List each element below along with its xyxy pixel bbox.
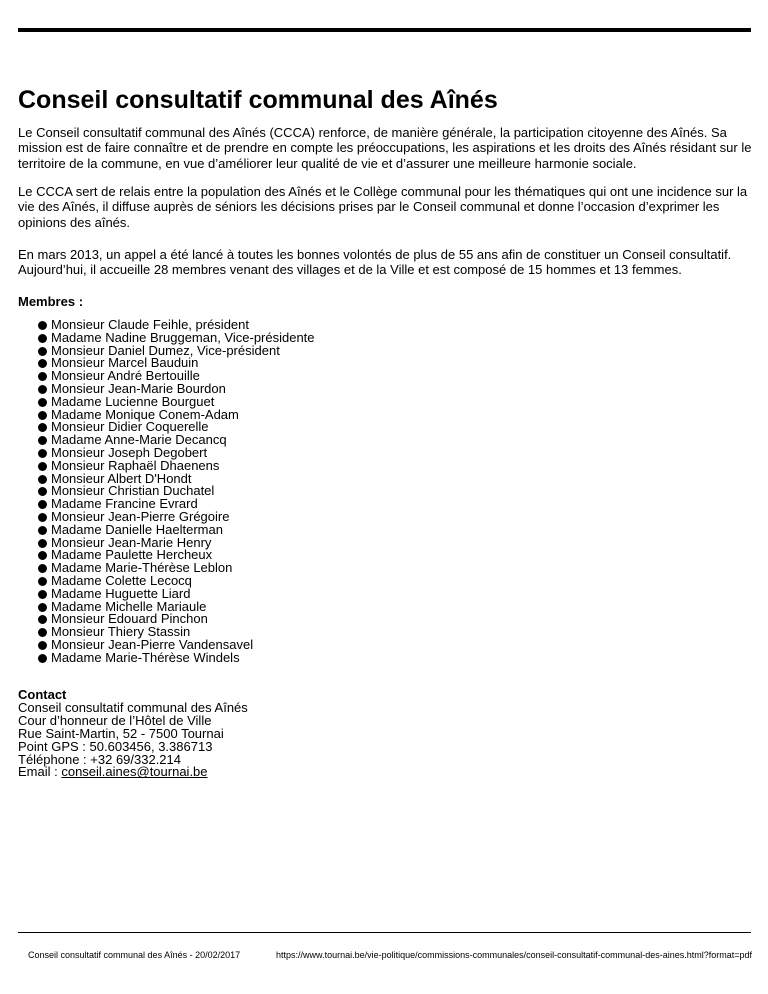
list-item bbox=[38, 649, 315, 665]
member-name: Madame Marie-Thérèse Windels bbox=[51, 649, 240, 665]
bullet-icon bbox=[38, 539, 47, 548]
bullet-icon bbox=[38, 449, 47, 458]
member-name: Madame Monique Conem-Adam bbox=[51, 406, 239, 422]
bullet-icon bbox=[38, 500, 47, 509]
footer-url: https://www.tournai.be/vie-politique/commissions-communales/conseil-consultatif-communal-des-aines.html?format=pdf bbox=[276, 950, 752, 960]
member-name: Monsieur Joseph Degobert bbox=[51, 444, 208, 460]
member-name: Madame Anne-Marie Decancq bbox=[51, 432, 227, 448]
bullet-icon bbox=[38, 398, 47, 407]
contact-gps: Point GPS : 50.603456, 3.386713 bbox=[18, 738, 213, 754]
bullet-icon bbox=[38, 641, 47, 650]
bullet-icon bbox=[38, 334, 47, 343]
bullet-icon bbox=[38, 372, 47, 381]
member-name: Madame Michelle Mariaule bbox=[51, 598, 207, 614]
bullet-icon bbox=[38, 564, 47, 573]
member-name: Madame Francine Evrard bbox=[51, 496, 198, 512]
bullet-icon bbox=[38, 628, 47, 637]
member-name: Monsieur André Bertouille bbox=[51, 368, 200, 384]
bullet-icon bbox=[38, 411, 47, 420]
member-name: Monsieur Thiery Stassin bbox=[51, 624, 191, 640]
footer-title-date: Conseil consultatif communal des Aînés - 20/02/2017 bbox=[28, 950, 241, 960]
bullet-icon bbox=[38, 321, 47, 330]
bullet-icon bbox=[38, 526, 47, 535]
relay-paragraph: Le CCCA sert de relais entre la population des Aînés et le Collège communal pour les thématiques qui ont une incidence sur la vie des Aînés, il diffuse auprès de séniors les décisions prises par le Conseil communal et donne l’occasion d’exprimer les opinions des aînés. bbox=[18, 184, 748, 230]
member-name: Monsieur Jean-Marie Bourdon bbox=[51, 380, 226, 396]
bullet-icon bbox=[38, 603, 47, 612]
bullet-icon bbox=[38, 590, 47, 599]
bullet-icon bbox=[38, 487, 47, 496]
contact-email-line bbox=[18, 766, 248, 779]
bullet-icon bbox=[38, 551, 47, 560]
member-name: Monsieur Jean-Pierre Vandensavel bbox=[51, 636, 254, 652]
bullet-icon bbox=[38, 615, 47, 624]
page-title: Conseil consultatif communal des Aînés bbox=[18, 86, 498, 114]
contact-phone: Téléphone : +32 69/332.214 bbox=[18, 751, 182, 767]
footer-rule bbox=[18, 932, 751, 933]
contact-block bbox=[18, 689, 248, 779]
member-name: Monsieur Marcel Bauduin bbox=[51, 355, 199, 371]
bullet-icon bbox=[38, 423, 47, 432]
email-link[interactable]: conseil.aines@tournai.be bbox=[61, 764, 208, 780]
member-name: Monsieur Jean-Pierre Grégoire bbox=[51, 508, 230, 524]
top-rule bbox=[18, 28, 751, 32]
member-name: Madame Huguette Liard bbox=[51, 585, 191, 601]
member-name: Monsieur Christian Duchatel bbox=[51, 483, 215, 499]
history-paragraph: En mars 2013, un appel a été lancé à toutes les bonnes volontés de plus de 55 ans afin de constituer un Conseil consultatif. Aujourd’hui, il accueille 28 membres venant des villages et de la Ville et est composé de 15 hommes et 13 femmes. bbox=[18, 247, 732, 278]
member-name: Madame Lucienne Bourguet bbox=[51, 393, 215, 409]
bullet-icon bbox=[38, 359, 47, 368]
bullet-icon bbox=[38, 462, 47, 471]
member-name: Madame Paulette Hercheux bbox=[51, 547, 213, 563]
member-name: Monsieur Didier Coquerelle bbox=[51, 419, 209, 435]
bullet-icon bbox=[38, 436, 47, 445]
bullet-icon bbox=[38, 385, 47, 394]
member-name: Madame Marie-Thérèse Leblon bbox=[51, 560, 233, 576]
member-name: Monsieur Albert D'Hondt bbox=[51, 470, 192, 486]
contact-location: Cour d’honneur de l’Hôtel de Ville bbox=[18, 712, 212, 728]
bullet-icon bbox=[38, 654, 47, 663]
member-name: Madame Nadine Bruggeman, Vice-présidente bbox=[51, 329, 315, 345]
intro-paragraph: Le Conseil consultatif communal des Aînés (CCCA) renforce, de manière générale, la participation citoyenne des Aînés. Sa mission est de faire connaître et de prendre en compte les préoccupations, les aspirations et les droits des Aînés résidant sur le territoire de la commune, en vue d’améliorer leur qualité de vie et d’assurer une meilleure harmonie sociale. bbox=[18, 125, 752, 171]
members-heading: Membres : bbox=[18, 294, 84, 309]
email-label: Email : bbox=[18, 764, 62, 780]
bullet-icon bbox=[38, 513, 47, 522]
contact-organisation: Conseil consultatif communal des Aînés bbox=[18, 699, 248, 715]
member-name: Monsieur Jean-Marie Henry bbox=[51, 534, 212, 550]
member-name: Monsieur Claude Feihle, président bbox=[51, 317, 249, 332]
member-name: Monsieur Raphaël Dhaenens bbox=[51, 457, 220, 473]
member-name: Monsieur Edouard Pinchon bbox=[51, 611, 208, 627]
member-name: Madame Danielle Haelterman bbox=[51, 521, 223, 537]
bullet-icon bbox=[38, 347, 47, 356]
contact-heading: Contact bbox=[18, 687, 67, 702]
members-list bbox=[38, 319, 315, 665]
bullet-icon bbox=[38, 475, 47, 484]
member-name: Madame Colette Lecocq bbox=[51, 572, 192, 588]
bullet-icon bbox=[38, 577, 47, 586]
member-name: Monsieur Daniel Dumez, Vice-président bbox=[51, 342, 280, 358]
contact-address: Rue Saint-Martin, 52 - 7500 Tournai bbox=[18, 725, 224, 741]
